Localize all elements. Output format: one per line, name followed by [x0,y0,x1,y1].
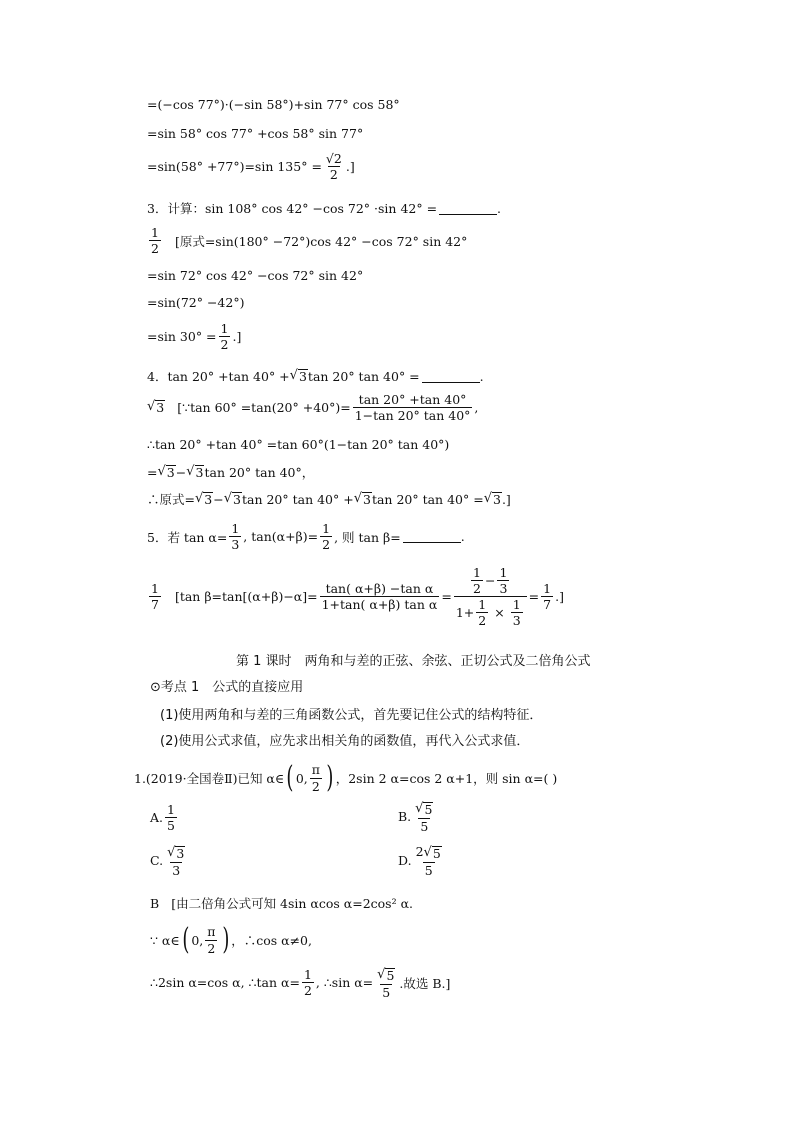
tip-2: (2)使用公式求值，应先求出相关角的函数值，再代入公式求值． [160,734,530,749]
complex-fraction: $\frac{1}{2}$ − $\frac{1}{3}$ 1+ $\frac{1}{2}$ × $\frac{1}{3}$ [454,566,527,628]
question-3-answer: $\frac{1}{2}$ [原式=sin(180° −72°)cos 42° −cos 72° sin 42° [151,225,468,257]
sqrt: √ 3 [483,490,501,507]
fraction: $\frac{1}{2}$ [303,967,312,999]
sqrt: √ 3 [353,490,371,507]
fraction: $\frac{1}{2}$ [322,521,331,553]
question-3-stem: 3．计算：sin 108° cos 42° −cos 72° ·sin 42° = . [147,200,502,216]
tip-1: (1)使用两角和与差的三角函数公式，首先要记住公式的结构特征． [160,708,543,723]
option-c: C. √ 3 3 [150,845,185,878]
question-3-step-2: =sin 72° cos 42° −cos 72° sin 42° [147,268,364,283]
option-a: A. $\frac{1}{5}$ [150,802,175,834]
question-3-step-4: =sin 30° = $\frac{1}{2}$ .] [147,321,242,353]
question-4-step-4: ∴原式= √ 3 − √ 3 tan 20° tan 40° + √ 3 tan 20° tan 40° = √ 3 .] [147,490,511,507]
fraction: $\frac{1}{2}$ [220,321,229,353]
question-1-stem: 1.(2019·全国卷Ⅱ)已知 α∈ ( 0, $\frac{\pi}{2}$ ) ，2sin 2 α=cos 2 α+1，则 sin α=( ) [134,760,558,795]
answer-sqrt: √ 3 [147,399,165,416]
sqrt: √ 3 [223,490,241,507]
fraction: $\frac{\pi}{2}$ [311,762,321,794]
question-4-step-3: = √ 3 − √ 3 tan 20° tan 40°， [147,463,315,480]
answer-blank [439,202,497,215]
question-5-solution: $\frac{1}{7}$ [tan β=tan[(α+β)−α]= $\frac{\text{tan( α+β) −tan α}}{\text{1+tan( α+β) tan α}}$ = $\frac{1}{2}$ − $\frac{1}{3}$ 1+ $\frac{1}{2}$ × $\frac{1}{3}$ = $\frac{1}{7}$ .] [151,565,564,629]
fraction: $\frac{1}{7}$ [543,581,552,613]
question-1-solution-1: B [由二倍角公式可知 4sin αcos α=2cos² α. [150,895,413,911]
answer-blank [403,530,461,543]
sqrt: √ 3 [194,490,213,507]
key-point-title: ⊙考点 1 公式的直接应用 [150,680,304,695]
cont-line-2: =sin 58° cos 77° +cos 58° sin 77° [147,126,364,141]
answer-blank [422,370,480,383]
cont-line-3: =sin(58° +77°)=sin 135° = $\frac{√2}{2}$ .] [147,151,355,183]
option-b: B. √ 5 5 [398,801,433,834]
fraction: $\frac{\text{tan( α+β) −tan α}}{\text{1+tan( α+β) tan α}}$ [321,581,438,613]
question-4-step-1: √ 3 [∵tan 60° =tan(20° +40°)= $\frac{\tan 20^\circ +\tan 40^\circ}{1-\tan 20^\circ \tan 40^\circ}$ , [147,392,479,424]
question-4-step-2: ∴tan 20° +tan 40° =tan 60°(1−tan 20° tan 40°) [147,437,450,452]
fraction: $\frac{1}{3}$ [231,521,240,553]
question-4-stem: 4．tan 20° +tan 40° + √ 3 tan 20° tan 40° = . [147,367,484,384]
option-d: D. 2 √ 5 5 [398,844,441,878]
fraction: $\frac{\pi}{2}$ [207,924,216,956]
fraction: $\frac{\tan 20^\circ +\tan 40^\circ}{1-\tan 20^\circ \tan 40^\circ}$ [354,392,471,424]
fraction: $\frac{√2}{2}$ [325,151,342,183]
section-title: 第 1 课时 两角和与差的正弦、余弦、正切公式及二倍角公式 [236,654,591,669]
fraction: √ 5 5 [377,967,395,1000]
cont-line-1: =(−cos 77°)·(−sin 58°)+sin 77° cos 58° [147,97,400,112]
sqrt: √ 3 [186,463,204,480]
sqrt: √ 3 [289,367,307,384]
question-1-solution-2: ∵ α∈ ( 0, $\frac{\pi}{2}$ ) ，∴cos α≠0, [150,922,312,957]
sqrt: √ 3 [157,463,175,480]
answer-fraction: $\frac{1}{2}$ [151,225,159,257]
question-3-step-3: =sin(72° −42°) [147,295,245,310]
question-1-solution-3: ∴2sin α=cos α, ∴tan α= $\frac{1}{2}$ , ∴sin α= √ 5 5 .故选 B.] [150,967,451,1000]
question-5-stem: 5．若 tan α= $\frac{1}{3}$ , tan(α+β)= $\frac{1}{2}$ , 则 tan β= . [147,521,465,553]
answer-fraction: $\frac{1}{7}$ [151,581,159,613]
